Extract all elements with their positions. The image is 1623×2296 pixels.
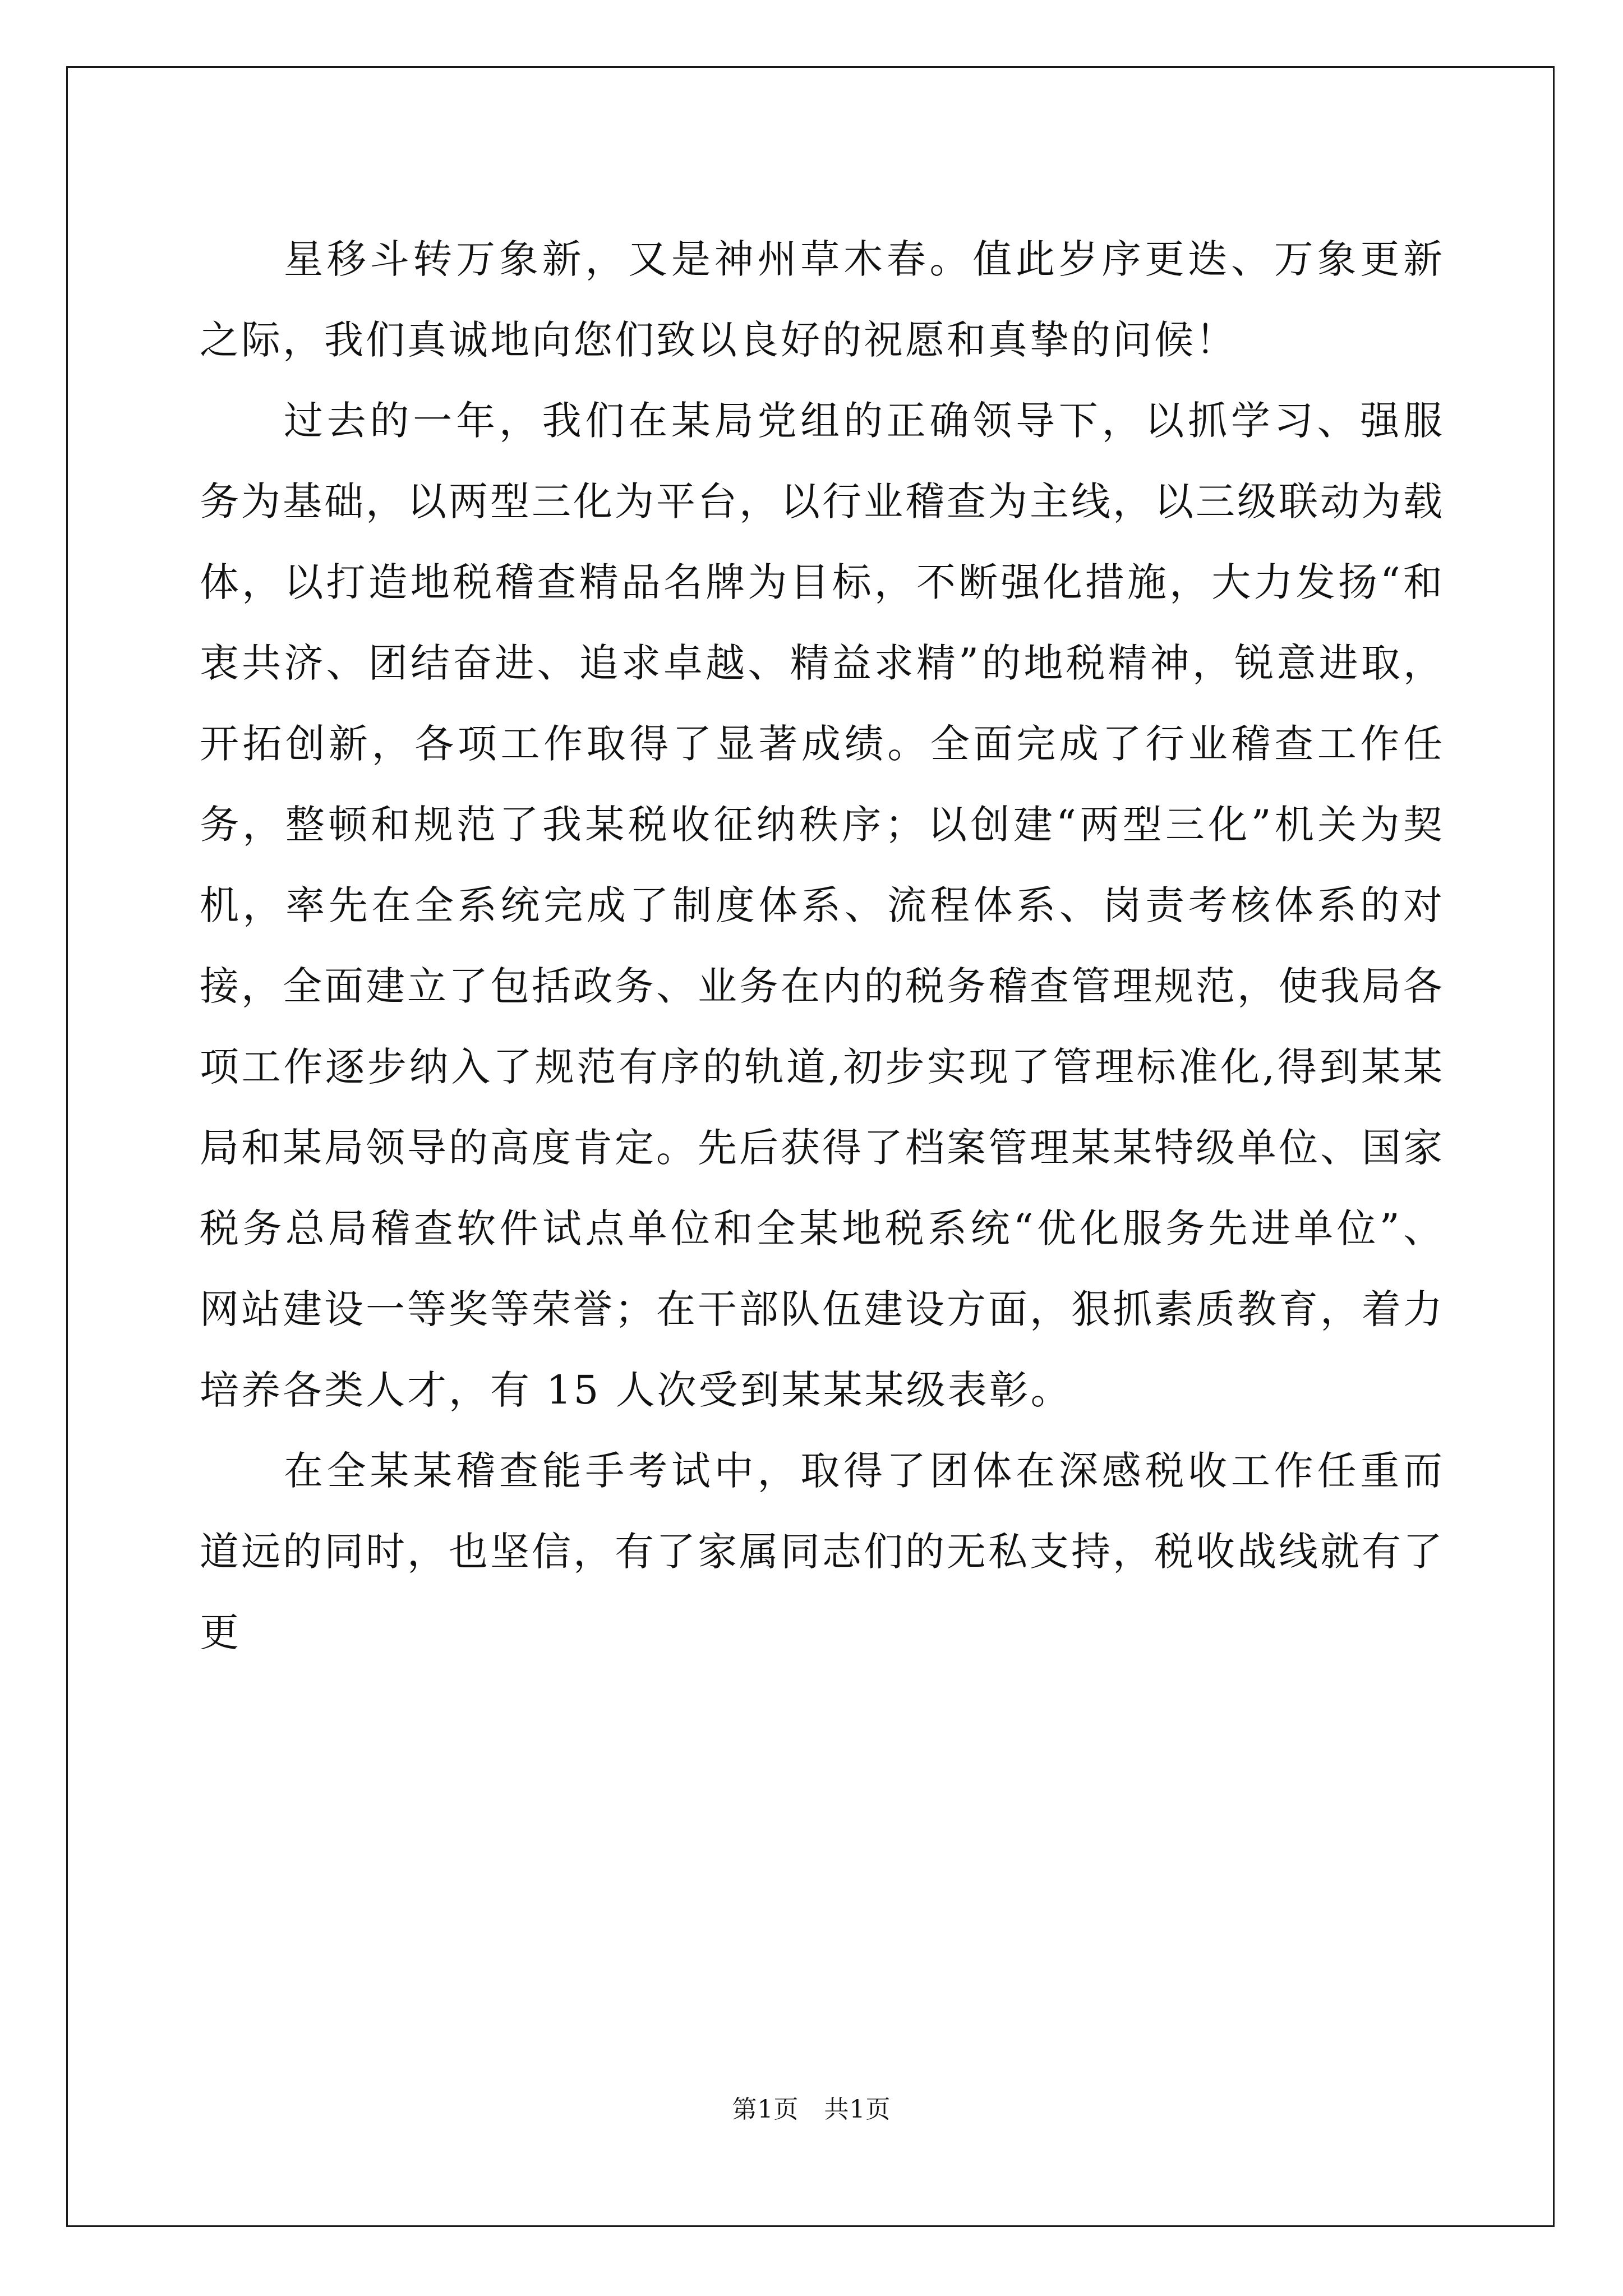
page-number: 第1页 — [732, 2095, 799, 2124]
document-body — [200, 219, 1445, 1673]
paragraph-achievements: 过去的一年，我们在某局党组的正确领导下，以抓学习、强服务为基础，以两型三化为平台，以行业稽查为主线，以三级联动为载体，以打造地税稽查精品名牌为目标，不断强化措施，大力发扬“和衷共济、团结奋进、追求卓越、精益求精”的地税精神，锐意进取，开拓创新，各项工作取得了显著成绩。全面完成了行业稽查工作任务，整顿和规范了我某税收征纳秩序；以创建“两型三化”机关为契机，率先在全系统完成了制度体系、流程体系、岗责考核体系的对接，全面建立了包括政务、业务在内的税务稽查管理规范，使我局各项工作逐步纳入了规范有序的轨道,初步实现了管理标准化,得到某某局和某局领导的高度肯定。先后获得了档案管理某某特级单位、国家税务总局稽查软件试点单位和全某地税系统“优化服务先进单位”、网站建设一等奖等荣誉；在干部队伍建设方面，狠抓素质教育，着力培养各类人才，有 15 人次受到某某某级表彰。 — [200, 398, 1445, 1413]
page-footer — [0, 2089, 1623, 2125]
paragraph-greeting: 星移斗转万象新，又是神州草木春。值此岁序更迭、万象更新之际，我们真诚地向您们致以良好的祝愿和真挚的问候！ — [200, 236, 1445, 363]
page-total: 共1页 — [824, 2095, 891, 2124]
paragraph-exam: 在全某某稽查能手考试中，取得了团体在深感税收工作任重而道远的同时，也坚信，有了家属同志们的无私支持，税收战线就有了更 — [200, 1448, 1445, 1655]
